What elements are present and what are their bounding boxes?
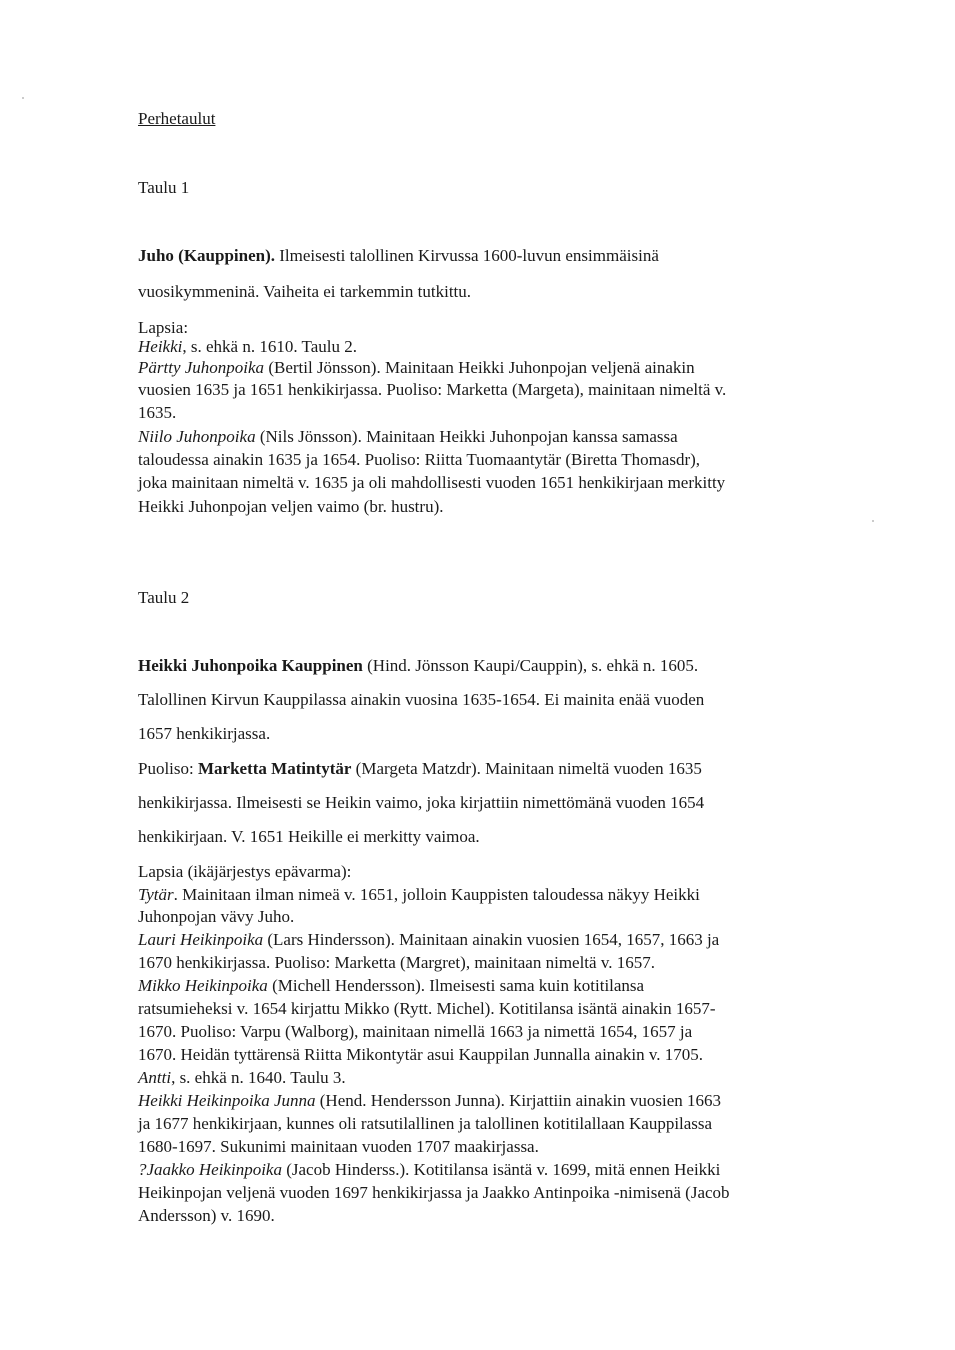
- scan-speck: [22, 97, 24, 99]
- person-name: Heikki Juhonpoika Kauppinen: [138, 656, 363, 675]
- child-heikki-junna-line-3: 1680-1697. Sukunimi mainitaan vuoden 1707 maakirjassa.: [138, 1137, 539, 1156]
- taulu-2-intro-line-1: [138, 656, 698, 676]
- spouse-line-3: henkikirjaan. V. 1651 Heikille ei merkitty vaimoa.: [138, 827, 480, 846]
- text: (Hind. Jönsson Kaupi/Cauppin), s. ehkä n. 1605.: [362, 656, 699, 675]
- text: (Lars Hindersson). Mainitaan ainakin vuosien 1654, 1657, 1663 ja: [263, 930, 720, 949]
- child-name: Pärtty Juhonpoika: [138, 358, 265, 377]
- text: (Bertil Jönsson). Mainitaan Heikki Juhonpojan veljenä ainakin: [264, 358, 695, 377]
- text: , s. ehkä n. 1610. Taulu 2.: [182, 337, 357, 356]
- taulu-1-heading: Taulu 1: [138, 178, 190, 197]
- taulu-2-intro-line-2: Talollinen Kirvun Kauppilassa ainakin vuosina 1635-1654. Ei mainita enää vuoden: [138, 690, 705, 709]
- child-pertty-line-1: [138, 358, 695, 378]
- child-name: Niilo Juhonpoika: [138, 427, 256, 446]
- taulu-2-heading: Taulu 2: [138, 588, 190, 607]
- taulu-2-intro-line-3: 1657 henkikirjassa.: [138, 724, 271, 743]
- child-niilo-line-4: Heikki Juhonpojan veljen vaimo (br. hustru).: [138, 497, 444, 516]
- person-name: Juho (Kauppinen).: [138, 246, 275, 265]
- child-name: ?Jaakko Heikinpoika: [138, 1160, 282, 1179]
- child-mikko-line-4: 1670. Heidän tyttärensä Riitta Mikontytär asui Kauppilan Junnalla ainakin v. 1705.: [138, 1045, 703, 1064]
- spouse-prefix: Puoliso:: [138, 759, 198, 778]
- child-tytar-line-1: [138, 885, 700, 905]
- spouse-line-1: [138, 759, 702, 779]
- child-name: Lauri Heikinpoika: [138, 930, 264, 949]
- text: Ilmeisesti talollinen Kirvussa 1600-luvun ensimmäisinä: [275, 246, 659, 265]
- text: (Hend. Hendersson Junna). Kirjattiin ainakin vuosien 1663: [315, 1091, 722, 1110]
- child-name: Heikki: [138, 337, 183, 356]
- children-label-2: Lapsia (ikäjärjestys epävarma):: [138, 862, 352, 881]
- child-name: Tytär: [138, 885, 174, 904]
- page-title: Perhetaulut: [138, 109, 216, 128]
- child-tytar-line-2: Juhonpojan vävy Juho.: [138, 907, 295, 926]
- child-niilo-line-2: taloudessa ainakin 1635 ja 1654. Puoliso: Riitta Tuomaantytär (Biretta Thomasdr),: [138, 450, 701, 469]
- child-niilo-line-1: [138, 427, 678, 447]
- text: (Michell Hendersson). Ilmeisesti sama kuin kotitilansa: [267, 976, 645, 995]
- child-name: Antti: [138, 1068, 172, 1087]
- taulu-1-intro-line-1: [138, 246, 659, 266]
- child-heikki-junna-line-1: [138, 1091, 721, 1111]
- text: , s. ehkä n. 1640. Taulu 3.: [171, 1068, 346, 1087]
- text: . Mainitaan ilman nimeä v. 1651, jolloin Kauppisten taloudessa näkyy Heikki: [173, 885, 700, 904]
- child-jaakko-line-2: Heikinpojan veljenä vuoden 1697 henkikirjassa ja Jaakko Antinpoika -nimisenä (Jacob: [138, 1183, 730, 1202]
- spouse-name: Marketta Matintytär: [198, 759, 352, 778]
- child-mikko-line-1: [138, 976, 644, 996]
- child-pertty-line-2: vuosien 1635 ja 1651 henkikirjassa. Puoliso: Marketta (Margeta), mainitaan nimeltä v.: [138, 380, 727, 399]
- child-jaakko-line-1: [138, 1160, 720, 1180]
- child-lauri-line-2: 1670 henkikirjassa. Puoliso: Marketta (Margret), mainitaan nimeltä v. 1657.: [138, 953, 655, 972]
- children-label: Lapsia:: [138, 318, 189, 337]
- child-heikki-junna-line-2: ja 1677 henkikirjaan, kunnes oli ratsutilallinen ja talollinen kotitilallaan Kauppilassa: [138, 1114, 713, 1133]
- child-name: Heikki Heikinpoika Junna: [138, 1091, 316, 1110]
- text: (Jacob Hinderss.). Kotitilansa isäntä v. 1699, mitä ennen Heikki: [281, 1160, 721, 1179]
- text: (Nils Jönsson). Mainitaan Heikki Juhonpojan kanssa samassa: [255, 427, 678, 446]
- child-mikko-line-2: ratsumieheksi v. 1654 kirjattu Mikko (Rytt. Michel). Kotitilansa isäntä ainakin 1657-: [138, 999, 716, 1018]
- child-name: Mikko Heikinpoika: [138, 976, 268, 995]
- child-jaakko-line-3: Andersson) v. 1690.: [138, 1206, 275, 1225]
- child-antti: [138, 1068, 346, 1088]
- taulu-1-intro-line-2: vuosikymmeninä. Vaiheita ei tarkemmin tutkittu.: [138, 282, 472, 301]
- child-niilo-line-3: joka mainitaan nimeltä v. 1635 ja oli mahdollisesti vuoden 1651 henkikirjaan merkitty: [138, 473, 726, 492]
- child-heikki: [138, 337, 357, 357]
- scan-speck: [872, 520, 874, 522]
- text: (Margeta Matzdr). Mainitaan nimeltä vuoden 1635: [351, 759, 702, 778]
- child-lauri-line-1: [138, 930, 719, 950]
- child-mikko-line-3: 1670. Puoliso: Varpu (Walborg), mainitaan nimellä 1663 ja nimettä 1654, 1657 ja: [138, 1022, 693, 1041]
- child-pertty-line-3: 1635.: [138, 403, 177, 422]
- spouse-line-2: henkikirjassa. Ilmeisesti se Heikin vaimo, joka kirjattiin nimettömänä vuoden 1654: [138, 793, 705, 812]
